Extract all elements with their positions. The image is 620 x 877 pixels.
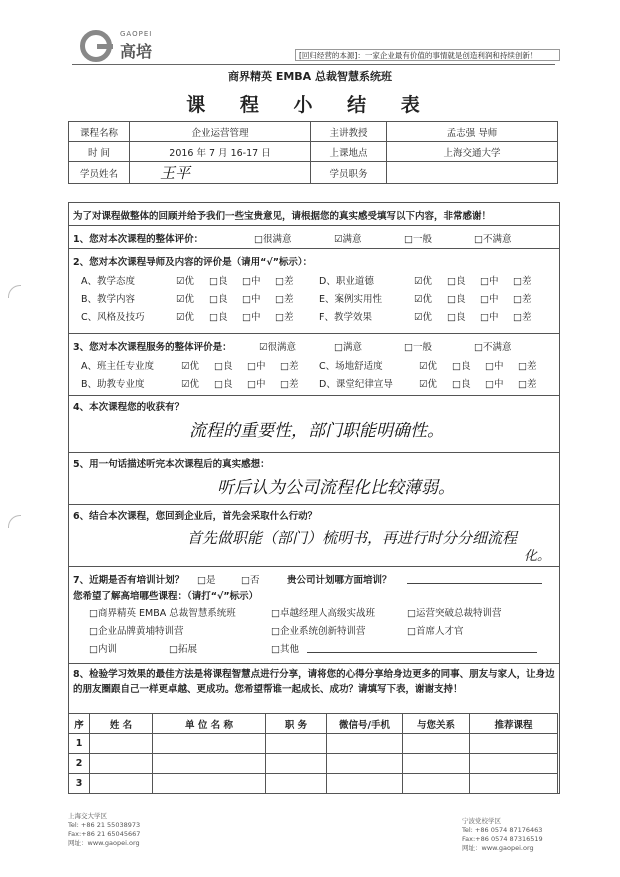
footer-left-line: Fax:+86 21 65045667 [68, 830, 141, 838]
feedback-form [68, 202, 560, 794]
name-value[interactable]: 王平 [130, 162, 311, 184]
cell[interactable] [403, 774, 470, 794]
q7-aspect-input[interactable] [407, 583, 542, 584]
rating-option[interactable]: □ 差 [280, 376, 299, 390]
course-value[interactable]: 企业运营管理 [130, 122, 311, 142]
intro-text: 为了对课程做整体的回顾并给予我们一些宝贵意见，请根据您的真实感受填写以下内容，非常感谢！ [73, 211, 492, 222]
q2-label: 2、您对本次课程导师及内容的评价是（请用“√”标示）： [73, 257, 313, 268]
course-option[interactable]: □ 内训 [89, 641, 117, 655]
course-option[interactable]: □ 商界精英 EMBA 总裁智慧系统班 [89, 605, 236, 619]
section-q3 [69, 333, 559, 396]
col-index: 序 [69, 714, 90, 734]
cell[interactable] [403, 754, 470, 774]
col-name: 姓 名 [90, 714, 153, 734]
q1-option[interactable]: □ 不满意 [474, 231, 512, 245]
table-row [69, 754, 558, 774]
q8-label: 8、检验学习效果的最佳方法是将课程智慧点进行分享，请将您的心得分享给身边更多的同事、朋友与家人，让身边的朋友圈跟自己一样更卓越、更成功。您希望帮谁一起成长、成功？请填写下表，谢谢支持！ [73, 669, 555, 695]
program-name: 商界精英 EMBA 总裁智慧系统班 [227, 70, 393, 83]
rating-option[interactable]: ☑ 优 [414, 291, 432, 305]
rating-option[interactable]: □ 中 [485, 376, 504, 390]
rating-option[interactable]: ☑ 优 [176, 273, 194, 287]
footer-right-line: 网址：www.gaopei.org [462, 844, 534, 852]
rating-option[interactable]: □ 差 [513, 291, 532, 305]
rating-item-label: A、教学态度 [81, 276, 135, 287]
cell[interactable] [153, 734, 266, 754]
q3-option[interactable]: □ 一般 [404, 339, 432, 353]
rating-option[interactable]: □ 差 [513, 273, 532, 287]
col-course: 推荐课程 [470, 714, 558, 734]
rating-option[interactable]: □ 良 [214, 358, 233, 372]
q7-label: 7、近期是否有培训计划？ [73, 575, 185, 586]
time-label: 时 间 [69, 142, 130, 162]
section-q5 [69, 452, 559, 505]
rating-option[interactable]: □ 中 [247, 376, 266, 390]
footer-right [462, 817, 543, 853]
q1-option[interactable]: □ 一般 [404, 231, 432, 245]
gaopei-logo-icon [80, 30, 112, 62]
course-option[interactable]: □ 拓展 [169, 641, 197, 655]
slogan: [回归经营的本源]：一家企业最有价值的事情就是创造利润和持续创新！ [295, 49, 560, 61]
q1-option[interactable]: □ 很满意 [254, 231, 292, 245]
rating-option[interactable]: □ 良 [447, 309, 466, 323]
rating-option[interactable]: ☑ 优 [419, 358, 437, 372]
row-index: 1 [69, 734, 90, 754]
logo-en: GAOPEI [120, 30, 153, 38]
rating-option[interactable]: □ 中 [480, 291, 499, 305]
rating-option[interactable]: ☑ 优 [181, 376, 199, 390]
footer-left-line: 上海交大学区 [68, 812, 107, 820]
punch-hole [8, 515, 21, 528]
q3-option[interactable]: ☑ 很满意 [259, 339, 296, 353]
header-divider [72, 64, 555, 65]
footer-left [68, 812, 140, 848]
professor-value[interactable]: 孟志强 导师 [387, 122, 558, 142]
section-q1 [69, 225, 559, 245]
rating-option[interactable]: ☑ 优 [419, 376, 437, 390]
q3-label: 3、您对本次课程服务的整体评价是： [73, 342, 232, 353]
rating-option[interactable]: □ 良 [209, 273, 228, 287]
cell[interactable] [327, 734, 403, 754]
cell[interactable] [153, 754, 266, 774]
place-label: 上课地点 [311, 142, 387, 162]
q7-want-label: 您希望了解高培哪些课程：（请打“√”标示） [73, 591, 259, 602]
rating-option[interactable]: □ 中 [485, 358, 504, 372]
rating-option[interactable]: □ 差 [275, 273, 294, 287]
cell[interactable] [266, 734, 327, 754]
position-label: 学员职务 [311, 162, 387, 184]
q4-label: 4、本次课程您的收获有？ [73, 402, 185, 413]
course-option[interactable]: □ 运营突破总裁特训营 [407, 605, 502, 619]
footer-right-line: Tel: +86 0574 87176463 [462, 826, 543, 834]
rating-item-label: F、教学效果 [319, 312, 372, 323]
rating-option[interactable]: □ 差 [518, 376, 537, 390]
rating-option[interactable]: □ 良 [447, 291, 466, 305]
rating-item-label: E、案例实用性 [319, 294, 383, 305]
professor-label: 主讲教授 [311, 122, 387, 142]
rating-item-label: C、场地舒适度 [319, 361, 383, 372]
cell[interactable] [90, 774, 153, 794]
rating-option[interactable]: □ 差 [280, 358, 299, 372]
q1-label: 1、您对本次课程的整体评价： [73, 234, 204, 245]
rating-option[interactable]: ☑ 优 [176, 309, 194, 323]
cell[interactable] [90, 734, 153, 754]
logo-cn: 高培 [120, 42, 153, 61]
rating-item-label: C、风格及技巧 [81, 312, 145, 323]
cell[interactable] [153, 774, 266, 794]
course-option[interactable]: □ 首席人才官 [407, 623, 464, 637]
punch-hole [8, 285, 21, 298]
course-option[interactable]: □ 其他 [271, 641, 299, 655]
position-value[interactable] [387, 162, 558, 184]
rating-option[interactable]: □ 良 [214, 376, 233, 390]
rating-option[interactable]: □ 良 [209, 291, 228, 305]
rating-option[interactable]: ☑ 优 [414, 309, 432, 323]
time-value[interactable]: 2016 年 7 月 16-17 日 [130, 142, 311, 162]
footer-left-line: 网址：www.gaopei.org [68, 839, 140, 847]
table-row [69, 774, 558, 794]
rating-item-label: D、职业道德 [319, 276, 374, 287]
rating-option[interactable]: □ 差 [275, 291, 294, 305]
cell[interactable] [327, 754, 403, 774]
rating-option[interactable]: □ 良 [452, 376, 471, 390]
rating-item-label: A、班主任专业度 [81, 361, 154, 372]
q6-answer-line1[interactable]: 首先做职能（部门）梳明书，再进行时分分细流程 [187, 529, 518, 547]
place-value[interactable]: 上海交通大学 [387, 142, 558, 162]
gaopei-logo [80, 30, 170, 62]
rating-option[interactable]: □ 良 [209, 309, 228, 323]
rating-option[interactable]: □ 中 [480, 273, 499, 287]
cell[interactable] [266, 774, 327, 794]
rating-option[interactable]: ☑ 优 [414, 273, 432, 287]
name-label: 学员姓名 [69, 162, 130, 184]
rating-item-label: B、助教专业度 [81, 379, 145, 390]
rating-option[interactable]: □ 良 [452, 358, 471, 372]
q6-label: 6、结合本次课程，您回到企业后，首先会采取什么行动？ [73, 511, 318, 522]
table-row [69, 734, 558, 754]
rating-option[interactable]: □ 中 [242, 309, 261, 323]
rating-option[interactable]: ☑ 优 [176, 291, 194, 305]
q7-yes-option[interactable]: □ 是 [197, 572, 216, 586]
rating-option[interactable]: □ 中 [480, 309, 499, 323]
rating-option[interactable]: □ 差 [275, 309, 294, 323]
rating-item-label: B、教学内容 [81, 294, 136, 305]
course-option[interactable]: □ 卓越经理人高级实战班 [271, 605, 375, 619]
q4-answer[interactable]: 流程的重要性，部门职能明确性。 [189, 421, 444, 441]
q3-option[interactable]: □ 满意 [334, 339, 362, 353]
rating-option[interactable]: □ 良 [447, 273, 466, 287]
col-company: 单 位 名 称 [153, 714, 266, 734]
cell[interactable] [470, 774, 558, 794]
row-index: 3 [69, 774, 90, 794]
footer-left-line: Tel: +86 21 55038973 [68, 821, 141, 829]
course-label: 课程名称 [69, 122, 130, 142]
recommend-table [68, 713, 558, 794]
page-title: 课 程 小 结 表 [186, 94, 434, 116]
rating-option[interactable]: □ 中 [247, 358, 266, 372]
q7-no-option[interactable]: □ 否 [241, 572, 260, 586]
footer-right-line: Fax:+86 0574 87316519 [462, 835, 543, 843]
cell[interactable] [90, 754, 153, 774]
section-q6 [69, 504, 559, 565]
rating-option[interactable]: □ 中 [242, 273, 261, 287]
section-q7 [69, 566, 559, 662]
col-position: 职 务 [266, 714, 327, 734]
q1-option[interactable]: ☑ 满意 [334, 231, 362, 245]
rating-item-label: D、课堂纪律宣导 [319, 379, 393, 390]
footer-right-line: 宁波党校学区 [462, 817, 501, 825]
rating-option[interactable]: □ 差 [513, 309, 532, 323]
recommend-header-row [69, 714, 558, 734]
course-option[interactable]: □ 企业品牌黄埔特训营 [89, 623, 184, 637]
q5-answer[interactable]: 听后认为公司流程化比较薄弱。 [217, 478, 455, 498]
q3-option[interactable]: □ 不满意 [474, 339, 512, 353]
col-relation: 与您关系 [403, 714, 470, 734]
course-info-table [68, 121, 558, 184]
rating-option[interactable]: ☑ 优 [181, 358, 199, 372]
section-q4 [69, 395, 559, 453]
section-q8 [69, 663, 559, 714]
row-index: 2 [69, 754, 90, 774]
q6-answer-line2[interactable]: 化。 [524, 549, 551, 564]
cell[interactable] [403, 734, 470, 754]
cell[interactable] [470, 754, 558, 774]
rating-option[interactable]: □ 差 [518, 358, 537, 372]
col-wechat: 微信号/手机 [327, 714, 403, 734]
section-q2 [69, 248, 559, 329]
rating-option[interactable]: □ 中 [242, 291, 261, 305]
cell[interactable] [266, 754, 327, 774]
q7-aspect-label: 贵公司计划哪方面培训？ [287, 575, 392, 586]
other-input[interactable] [307, 652, 537, 653]
course-option[interactable]: □ 企业系统创新特训营 [271, 623, 366, 637]
q5-label: 5、用一句话描述听完本次课程后的真实感想： [73, 459, 270, 470]
cell[interactable] [327, 774, 403, 794]
cell[interactable] [470, 734, 558, 754]
